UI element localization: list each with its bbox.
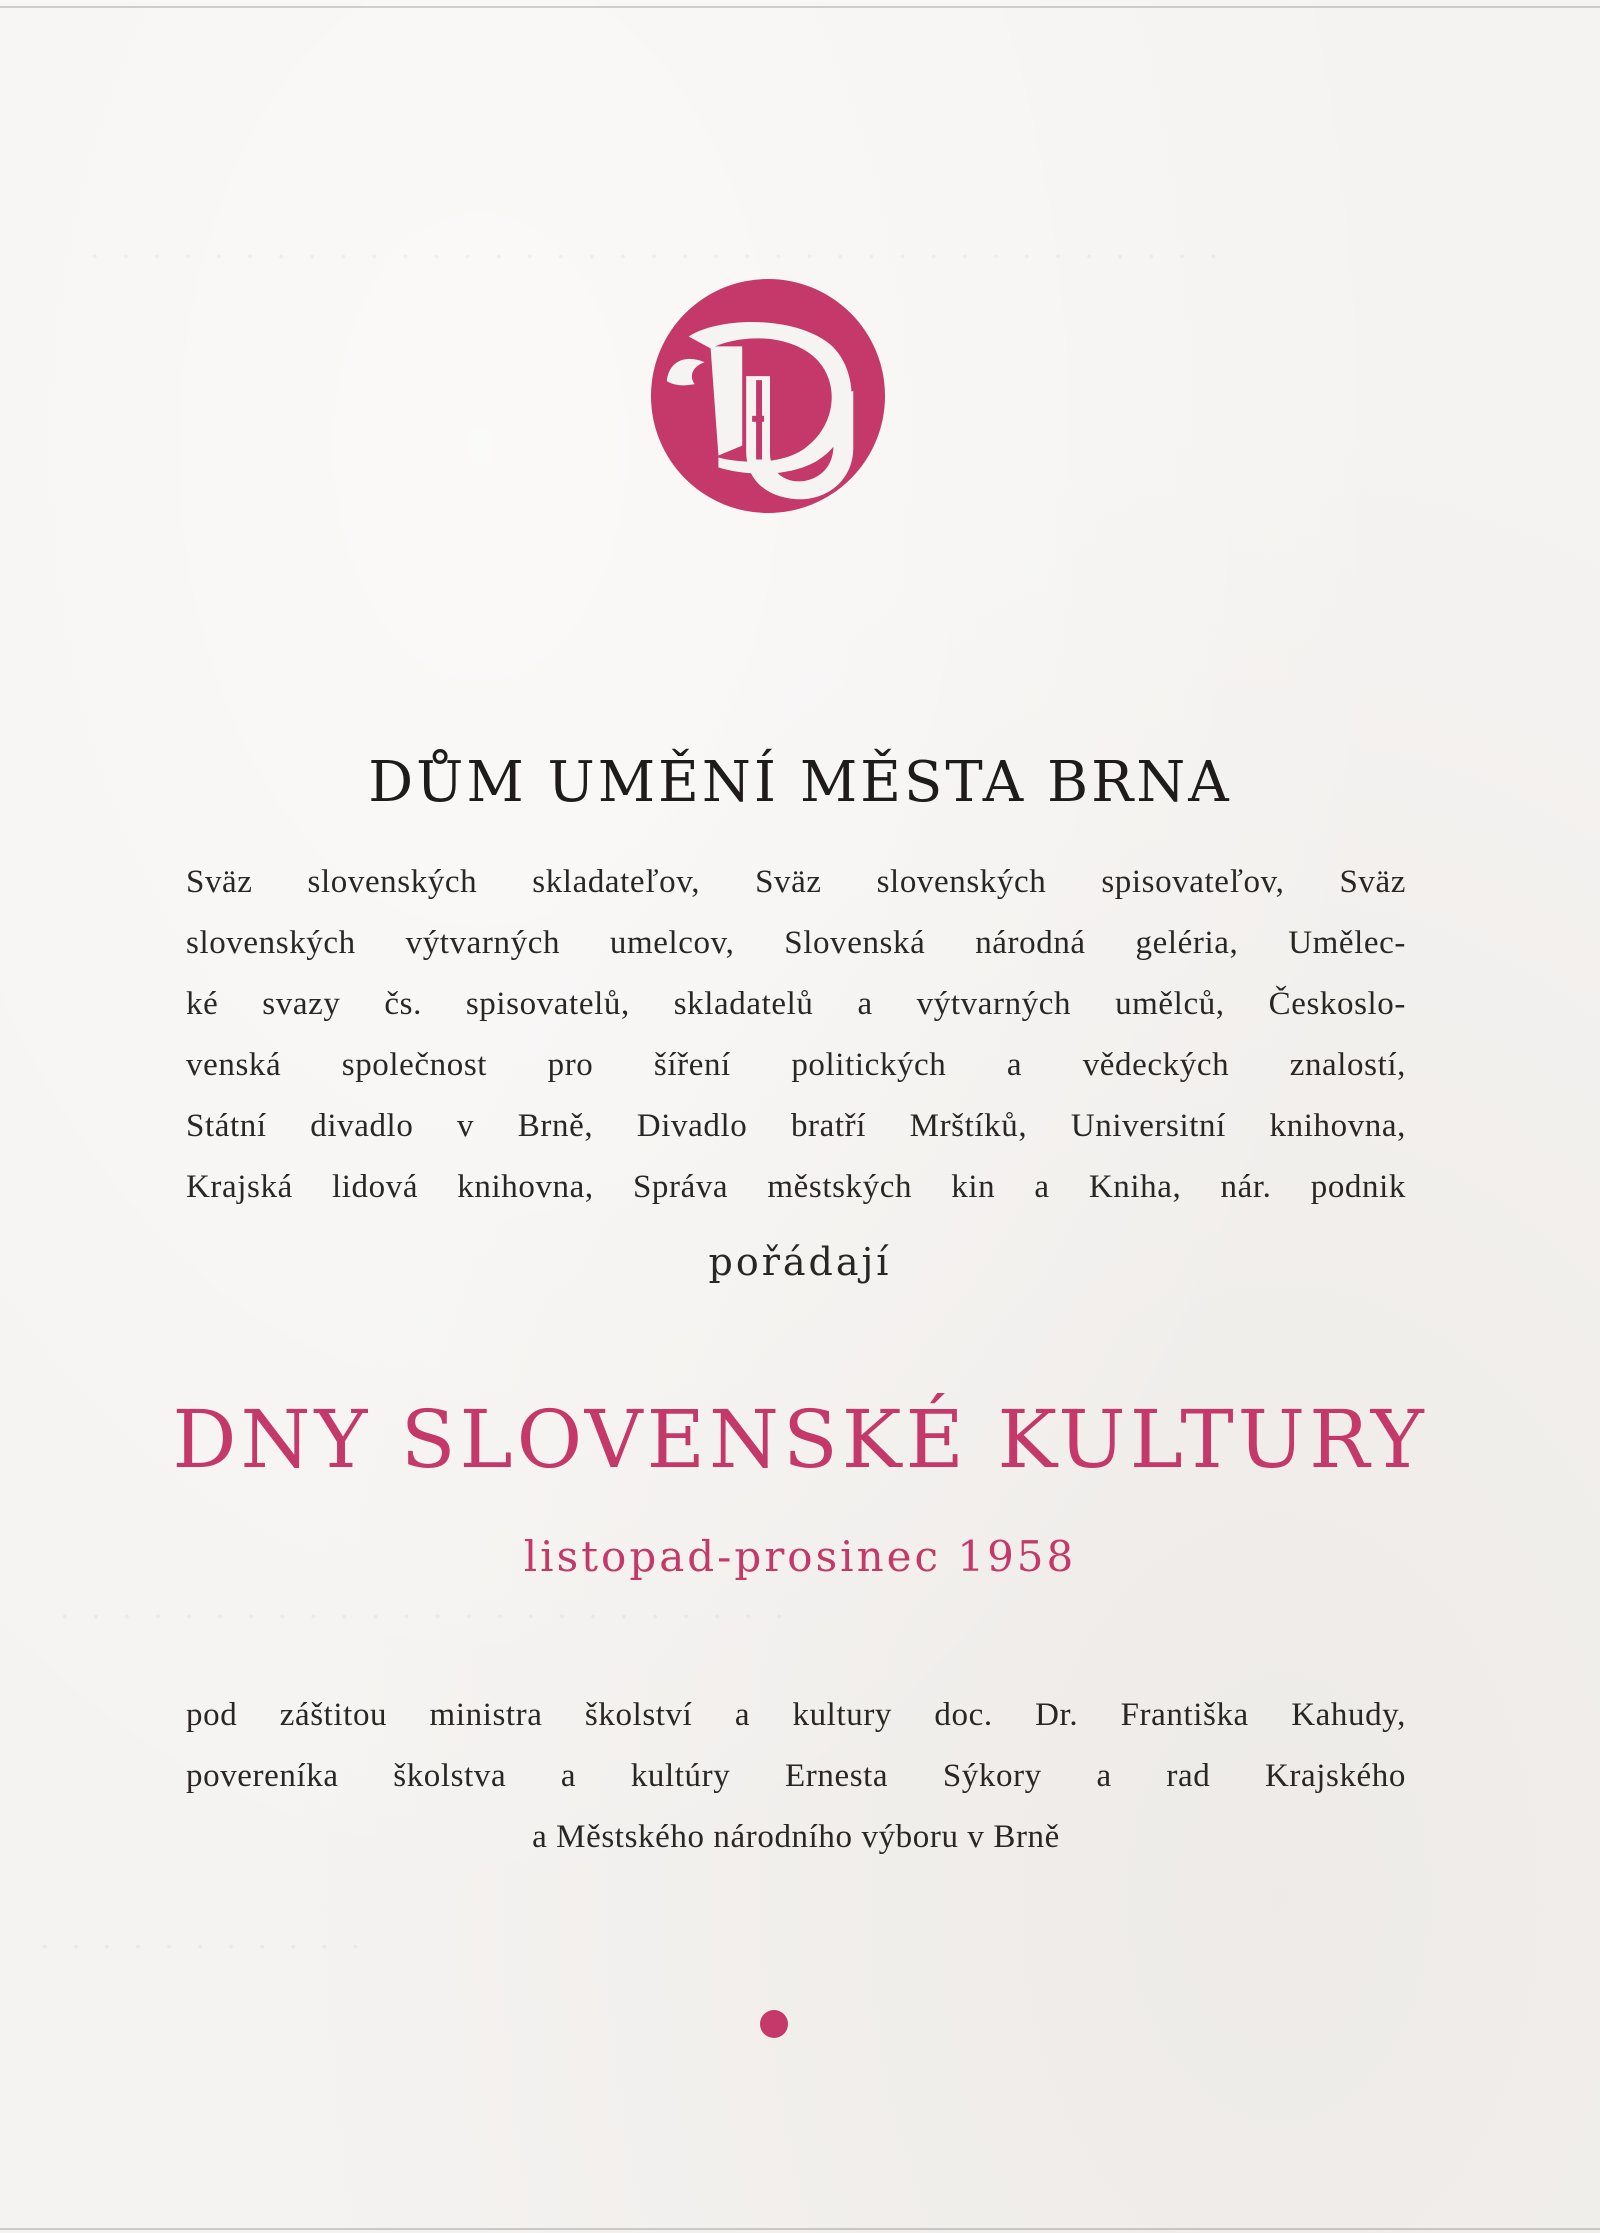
organizers-line: venská společnost pro šíření politických a vědeckých znalostí, [186, 1047, 1406, 1083]
organizers-line: Státní divadlo v Brně, Divadlo bratří Mrštíků, Universitní knihovna, [186, 1108, 1406, 1144]
patronage-line: pod záštitou ministra školství a kultury doc. Dr. Františka Kahudy, [186, 1697, 1406, 1733]
event-dates: listopad-prosinec 1958 [523, 1532, 1077, 1581]
patronage-line: povereníka školstva a kultúry Ernesta Sýkory a rad Krajského [186, 1758, 1406, 1794]
patronage-paragraph [186, 1685, 1406, 1868]
bleed-through-texture: · · · · · · · · · · · [40, 1930, 367, 1965]
organizers-line: Sväz slovenských skladateľov, Sväz slovenských spisovateľov, Sväz [186, 864, 1406, 900]
scan-edge-top [0, 6, 1600, 8]
organizers-paragraph [186, 852, 1406, 1218]
bleed-through-texture: · · · · · · · · · · · · · · · · · · · · · · · · · · · · · · · · · · · · · [90, 240, 1225, 275]
ornament-dot [760, 2010, 788, 2038]
patronage-line: a Městského národního výboru v Brně [532, 1819, 1060, 1855]
scan-edge-bottom [0, 2228, 1600, 2230]
organizers-line: slovenských výtvarných umelcov, Slovenská národná geléria, Umělec- [186, 925, 1406, 961]
logo-u-inner-line [752, 416, 764, 422]
event-title: DNY SLOVENSKÉ KULTURY [172, 1393, 1428, 1486]
organize-verb: pořádají [708, 1240, 892, 1284]
du-monogram-logo [649, 277, 887, 515]
institution-heading: DŮM UMĚNÍ MĚSTA BRNA [368, 750, 1232, 815]
organizers-line: Krajská lidová knihovna, Správa městských kin a Kniha, nár. podnik [186, 1169, 1406, 1205]
organizers-line: ké svazy čs. spisovatelů, skladatelů a výtvarných umělců, Českoslo- [186, 986, 1406, 1022]
bleed-through-texture: · · · · · · · · · · · · · · · · · · · · · · · · [60, 1600, 791, 1635]
